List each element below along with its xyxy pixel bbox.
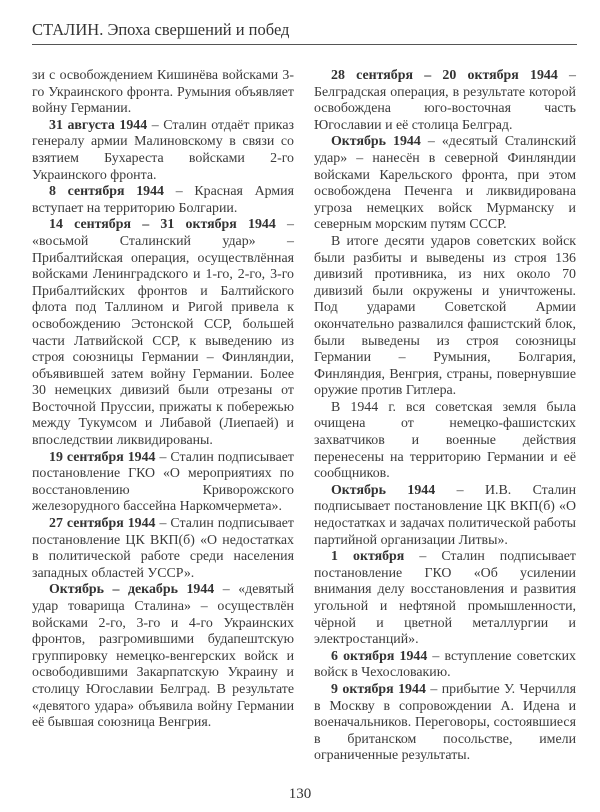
paragraph	[314, 549, 576, 649]
paragraph-text: – Сталин подписывает постановление ГКО «О мероприятиях по восстановлению Криворожского железорудного бассейна Наркомчермета».	[32, 449, 294, 515]
date-heading: 1 октября	[331, 549, 405, 565]
paragraph-text: – «десятый Сталинский удар» – нанесён в северной Финляндии войсками Карельского фронта, при этом освобождена Печенга и ликвидирована угроза немецких войск Мурманску и северным морским путям СССР.	[314, 134, 577, 233]
paragraph	[314, 134, 576, 234]
paragraph-text: – Сталин подписывает постановление ЦК ВКП(б) «О недостатках в политической работе среди населения западных областей УССР».	[32, 516, 294, 581]
paragraph-text: – «девятый удар товарища Сталина» – осуществлён войсками 2-го, 3-го и 4-го Украинских фронтов, разгромившими будапештскую группировку немецко-венгерских войск и освободившими Закарпатскую Украину и столицу Югославии Белград. В результате «девятого удара» объявила войну Германии её бывшая союзница Венгрия.	[32, 582, 295, 731]
date-heading: 27 сентября 1944	[49, 516, 156, 532]
running-header: СТАЛИН. Эпоха свершений и побед	[32, 20, 577, 45]
paragraph	[32, 118, 294, 184]
paragraph-text: – Сталин подписывает постановление ГКО «Об усилении внимания делу восстановления и развития угольной и нефтяной промышленности, чёрной и цветной металлургии и электростанций».	[314, 549, 576, 648]
date-heading: 8 сентября 1944	[49, 184, 164, 200]
date-heading: 28 сентября – 20 октября 1944	[331, 68, 558, 83]
paragraph	[32, 516, 294, 582]
paragraph	[32, 582, 294, 731]
paragraph-text: – Сталин отдаёт приказ генералу армии Малиновскому в связи со взятием Бухареста войсками 2-го Украинского фронта.	[32, 117, 294, 183]
paragraph-text: В итоге десяти ударов советских войск были разбиты и выведены из строя 136 дивизий противника, из них около 70 дивизий были окружены и уничтожены. Под ударами Советской Армии окончательно развалился фашистский блок, были выведены из строя союзницы Германии – Румыния, Болгария, Финляндия, Венгрия, страны, повернувшие оружие против Гитлера.	[314, 233, 576, 399]
paragraph-text: – вступление советских войск в Чехословакию.	[314, 648, 576, 681]
paragraph-text: – «восьмой Сталинский удар» – Прибалтийская операция, осуществлённая войсками Ленинградского и 1-го, 2-го, 3-го Прибалтийских фронтов и Балтийского флота под Таллином и Ригой привела к освобождению Эстонской ССР, большей части Латвийской ССР, к выведению из строя союзницы Германии – Финляндии, объявившей затем войну Германии. Более 30 немецких дивизий были отрезаны от Восточной Пруссии, прижаты к побережью между Тукумсом и Либавой (Лиепаей) и впоследствии ликвидированы.	[32, 217, 294, 449]
left-column	[32, 68, 294, 732]
right-column	[314, 68, 576, 765]
paragraph	[32, 450, 294, 516]
date-heading: 31 августа 1944	[49, 117, 148, 133]
paragraph	[314, 400, 576, 483]
paragraph-text: зи с освобождением Кишинёва войсками 3-го Украинского фронта. Румыния объявляет войну Германии.	[32, 68, 294, 117]
date-heading: Октябрь 1944	[331, 482, 436, 498]
paragraph	[314, 649, 576, 682]
paragraph	[32, 68, 294, 118]
date-heading: 14 сентября – 31 октября 1944	[49, 217, 276, 233]
paragraph	[32, 217, 294, 449]
date-heading: 9 октября 1944	[331, 681, 426, 697]
date-heading: 19 сентября 1944	[49, 449, 156, 465]
date-heading: 6 октября 1944	[331, 648, 428, 664]
paragraph-text: – Красная Армия вступает на территорию Болгарии.	[32, 184, 294, 216]
date-heading: Октябрь 1944	[331, 134, 421, 150]
paragraph	[314, 234, 576, 400]
paragraph	[314, 682, 576, 765]
paragraph-text: – Белградская операция, в результате которой освобождена юго-восточная часть Югославии и её столица Белград.	[314, 68, 576, 133]
date-heading: Октябрь – декабрь 1944	[49, 582, 215, 598]
paragraph-text: – И.В. Сталин подписывает постановление ЦК ВКП(б) «О недостатках и задачах политической работы партийной организации Литвы».	[314, 482, 576, 548]
paragraph	[314, 68, 576, 134]
paragraph	[314, 483, 576, 549]
paragraph	[32, 184, 294, 217]
paragraph-text: В 1944 г. вся советская земля была очищена от немецко-фашистских захватчиков и военные действия перенесены на территорию Германии и её сообщников.	[314, 399, 576, 482]
paragraph-text: – прибытие У. Черчилля в Москву в сопровождении А. Идена и военачальников. Переговоры, состоявшиеся в британском посольстве, имели ограниченные результаты.	[314, 681, 576, 764]
page-number: 130	[288, 786, 312, 802]
